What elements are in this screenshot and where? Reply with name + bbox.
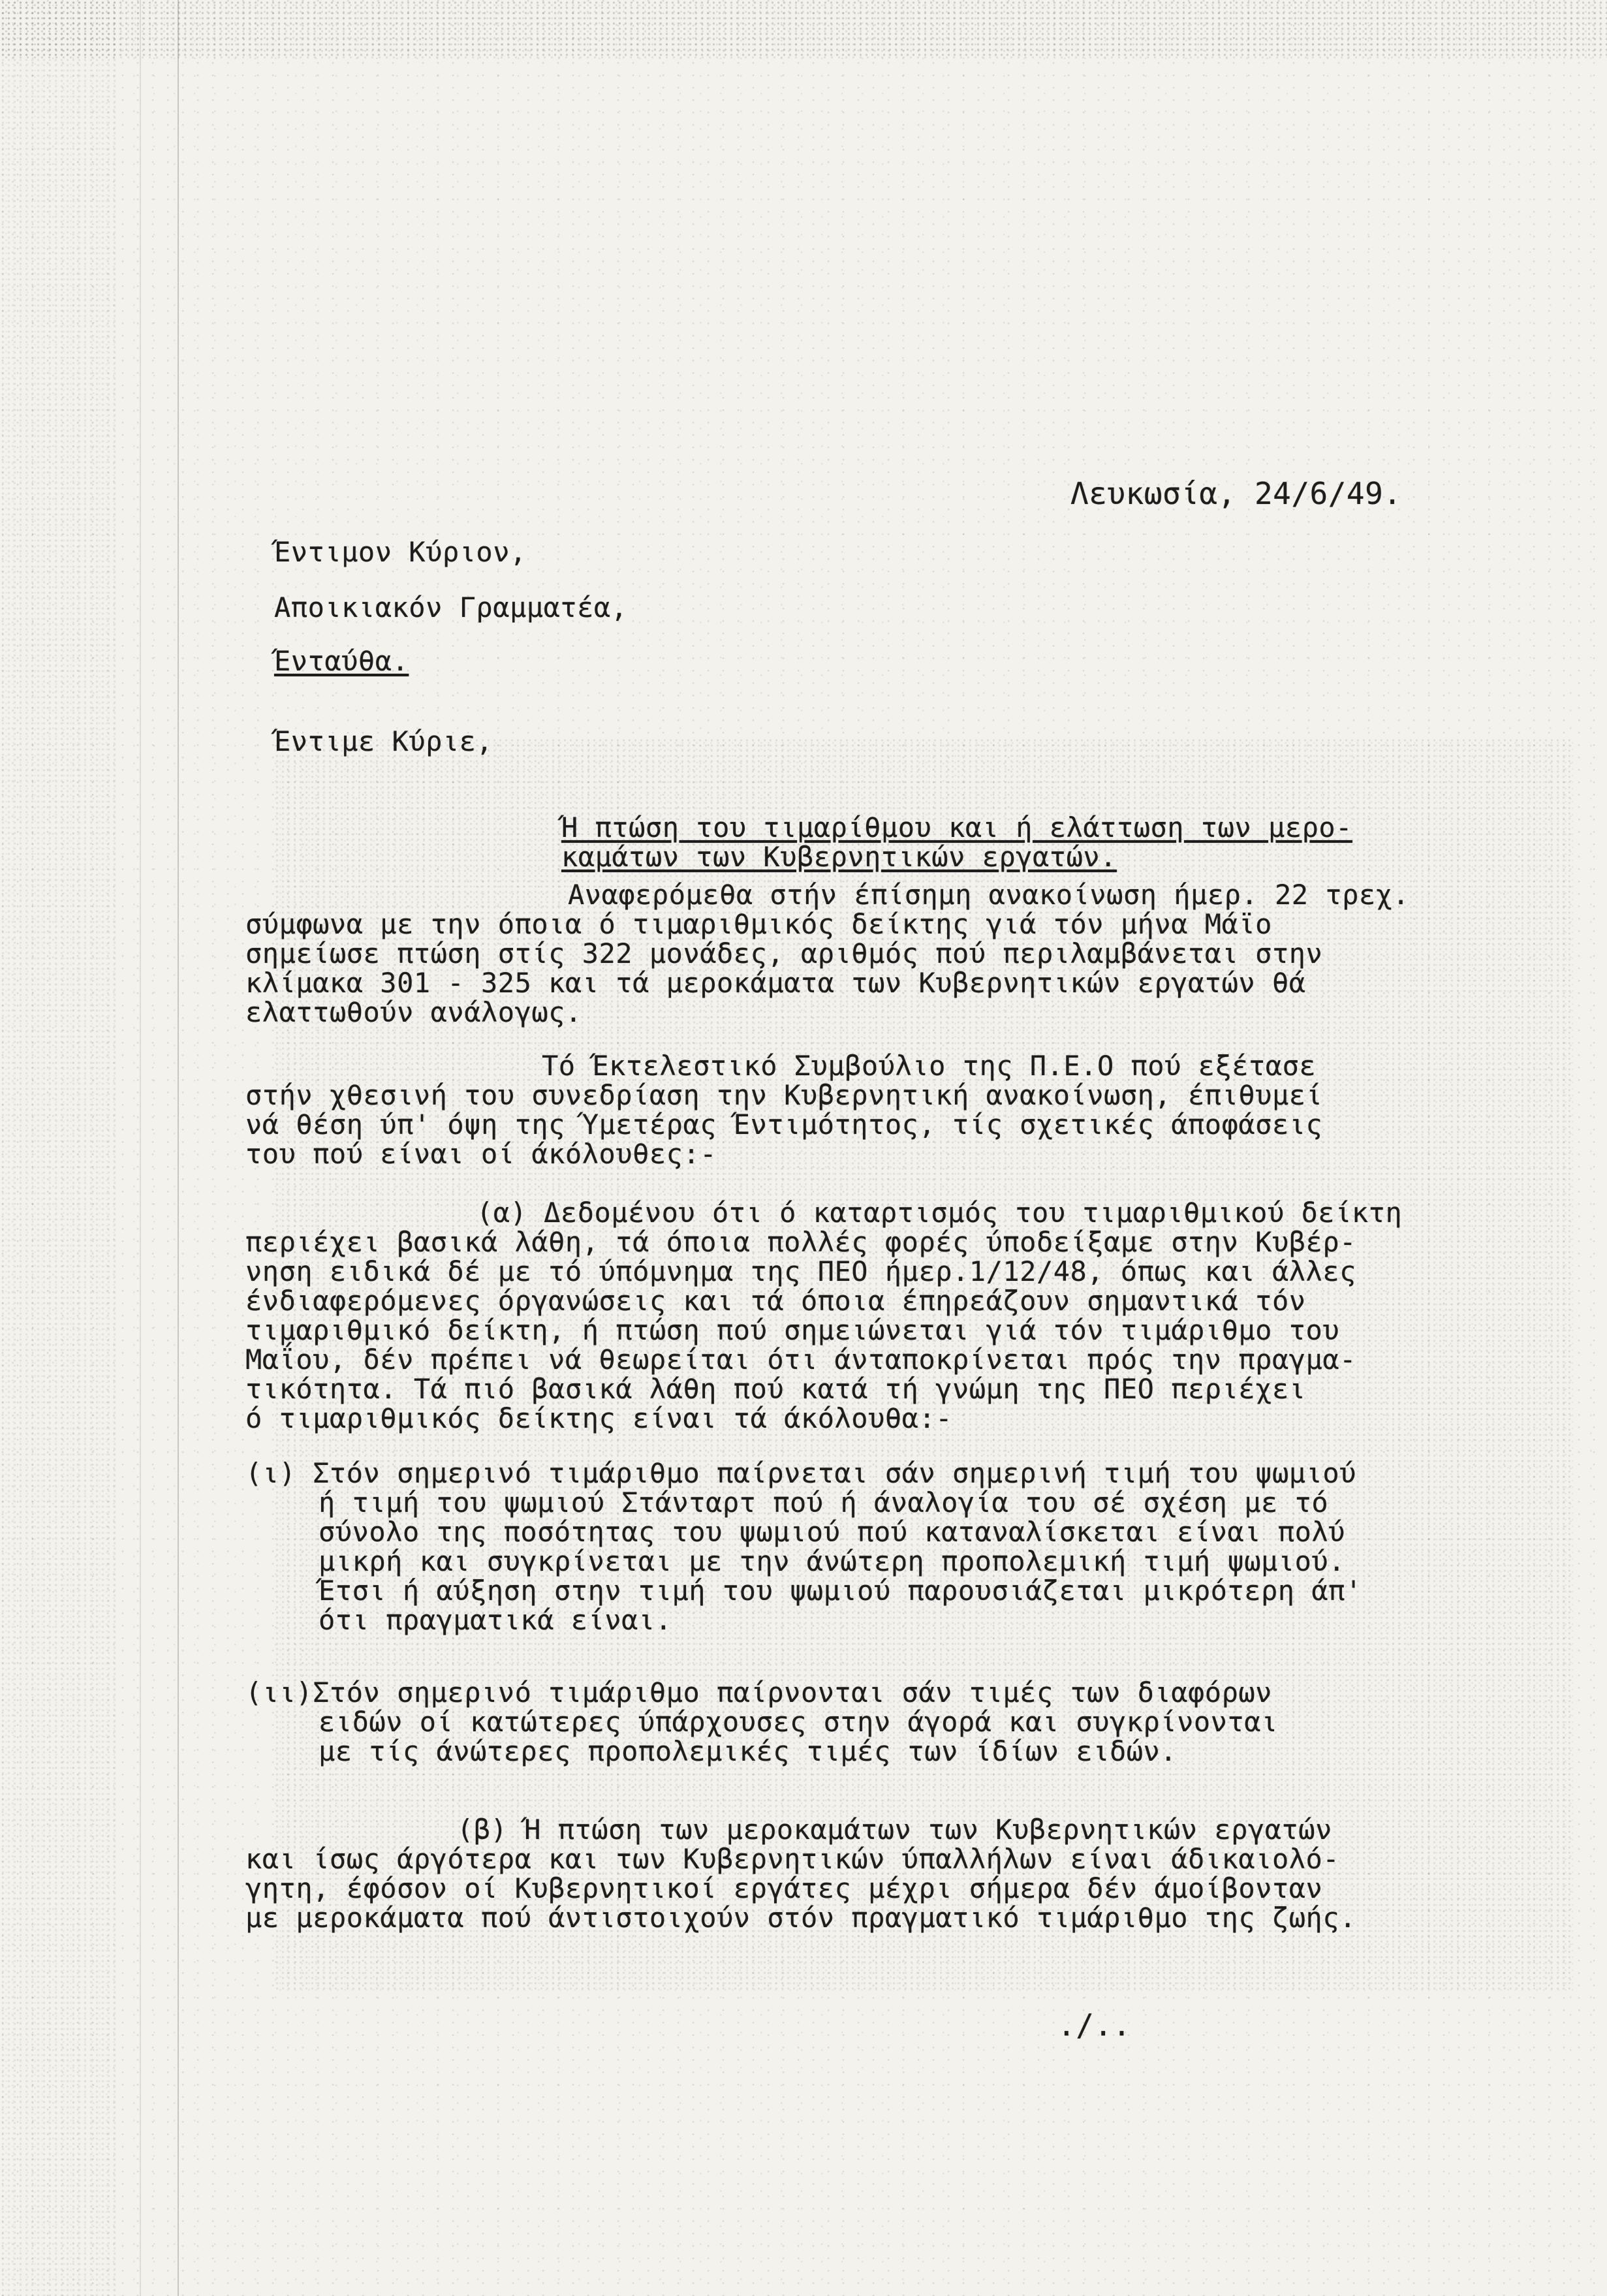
point-ii-line: ειδών οί κατώτερες ύπάρχουσες στην άγορά και συγκρίνονται [319, 1706, 1278, 1738]
paragraph-1-line: κλίμακα 301 - 325 και τά μεροκάματα των Κυβερνητικών εργατών θά [245, 967, 1306, 999]
paragraph-b-line: και ίσως άργότερα και των Κυβερνητικών ύπαλλήλων είναι άδικαιολό- [245, 1843, 1340, 1875]
paragraph-b-line: με μεροκάματα πού άντιστοιχούν στόν πραγματικό τιμάριθμο της ζωής. [245, 1902, 1356, 1934]
paragraph-a-line: (α) Δεδομένου ότι ό καταρτισμός του τιμαριθμικού δείκτη [476, 1197, 1403, 1229]
binding-margin-line [178, 0, 179, 2296]
recipient-line-1: Έντιμον Κύριον, [274, 536, 527, 568]
paragraph-b-line: γητη, έφόσον οί Κυβερνητικοί εργάτες μέχρι σήμερα δέν άμοίβονταν [245, 1872, 1323, 1904]
recipient-line-3: Ένταύθα. [274, 645, 409, 677]
paragraph-2-line: του πού είναι οί άκόλουθες:- [245, 1138, 717, 1170]
point-i-line: μικρή και συγκρίνεται με την άνώτερη προπολεμική τιμή ψωμιού. [319, 1545, 1345, 1577]
paragraph-a-line: ένδιαφερόμενες όργανώσεις και τά όποια έπηρεάζουν σημαντικά τόν [245, 1285, 1306, 1317]
scan-noise-top [0, 0, 1607, 59]
paragraph-2-line: στήν χθεσινή του συνεδρίαση την Κυβερνητική ανακοίνωση, έπιθυμεί [245, 1079, 1323, 1111]
paragraph-a-line: περιέχει βασικά λάθη, τά όποια πολλές φορές ύποδείξαμε στην Κυβέρ- [245, 1226, 1356, 1258]
date-line: Λευκωσία, 24/6/49. [1070, 476, 1402, 511]
paragraph-2-line: Τό Έκτελεστικό Συμβούλιο της Π.Ε.Ο πού εξέτασε [542, 1050, 1317, 1082]
paragraph-1-line: σύμφωνα με την όποια ό τιμαριθμικός δείκτης γιά τόν μήνα Μάϊο [245, 908, 1272, 940]
recipient-line-2: Αποικιακόν Γραμματέα, [274, 591, 628, 623]
point-i-line: ότι πραγματικά είναι. [319, 1604, 672, 1636]
binding-margin-line-2 [140, 0, 141, 2296]
point-ii-line: με τίς άνώτερες προπολεμικές τιμές των ίδίων ειδών. [319, 1735, 1178, 1767]
subject-line-2: καμάτων των Κυβερνητικών εργατών. [561, 841, 1117, 873]
point-i-line: (ι) Στόν σημερινό τιμάριθμο παίρνεται σάν σημερινή τιμή του ψωμιού [245, 1457, 1356, 1489]
paragraph-a-line: ό τιμαριθμικός δείκτης είναι τά άκόλουθα:- [245, 1402, 953, 1434]
paragraph-2-line: νά θέση ύπ' όψη της Ύμετέρας Έντιμότητος, τίς σχετικές άποφάσεις [245, 1109, 1323, 1140]
point-ii-line: (ιι)Στόν σημερινό τιμάριθμο παίρνονται σάν τιμές των διαφόρων [245, 1676, 1272, 1708]
scan-noise-left [0, 0, 117, 2296]
paragraph-a-line: τικότητα. Τά πιό βασικά λάθη πού κατά τή γνώμη της ΠΕΟ περιέχει [245, 1373, 1306, 1405]
continuation-mark: ./.. [1057, 2007, 1131, 2043]
point-i-line: σύνολο της ποσότητας του ψωμιού πού καταναλίσκεται είναι πολύ [319, 1516, 1345, 1548]
paragraph-1-line: σημείωσε πτώση στίς 322 μονάδες, αριθμός πού περιλαμβάνεται στην [245, 937, 1323, 969]
paragraph-a-line: νηση ειδικά δέ με τό ύπόμνημα της ΠΕΟ ήμερ.1/12/48, όπως και άλλες [245, 1255, 1356, 1287]
paragraph-1-line: Αναφερόμεθα στήν έπίσημη ανακοίνωση ήμερ. 22 τρεχ. [568, 879, 1410, 911]
paragraph-a-line: Μαΐου, δέν πρέπει νά θεωρείται ότι άνταποκρίνεται πρός την πραγμα- [245, 1344, 1356, 1376]
point-i-line: Έτσι ή αύξηση στην τιμή του ψωμιού παρουσιάζεται μικρότερη άπ' [319, 1575, 1362, 1607]
subject-line-1: Ή πτώση του τιμαρίθμου και ή ελάττωση των μερο- [561, 811, 1352, 843]
point-i-line: ή τιμή του ψωμιού Στάνταρτ πού ή άναλογία του σέ σχέση με τό [319, 1486, 1329, 1518]
paragraph-1-line: ελαττωθούν ανάλογως. [245, 996, 582, 1028]
paragraph-a-line: τιμαριθμικό δείκτη, ή πτώση πού σημειώνεται γιά τόν τιμάριθμο του [245, 1314, 1340, 1346]
salutation: Έντιμε Κύριε, [274, 725, 493, 757]
paragraph-b-line: (β) Ή πτώση των μεροκαμάτων των Κυβερνητικών εργατών [457, 1814, 1332, 1846]
